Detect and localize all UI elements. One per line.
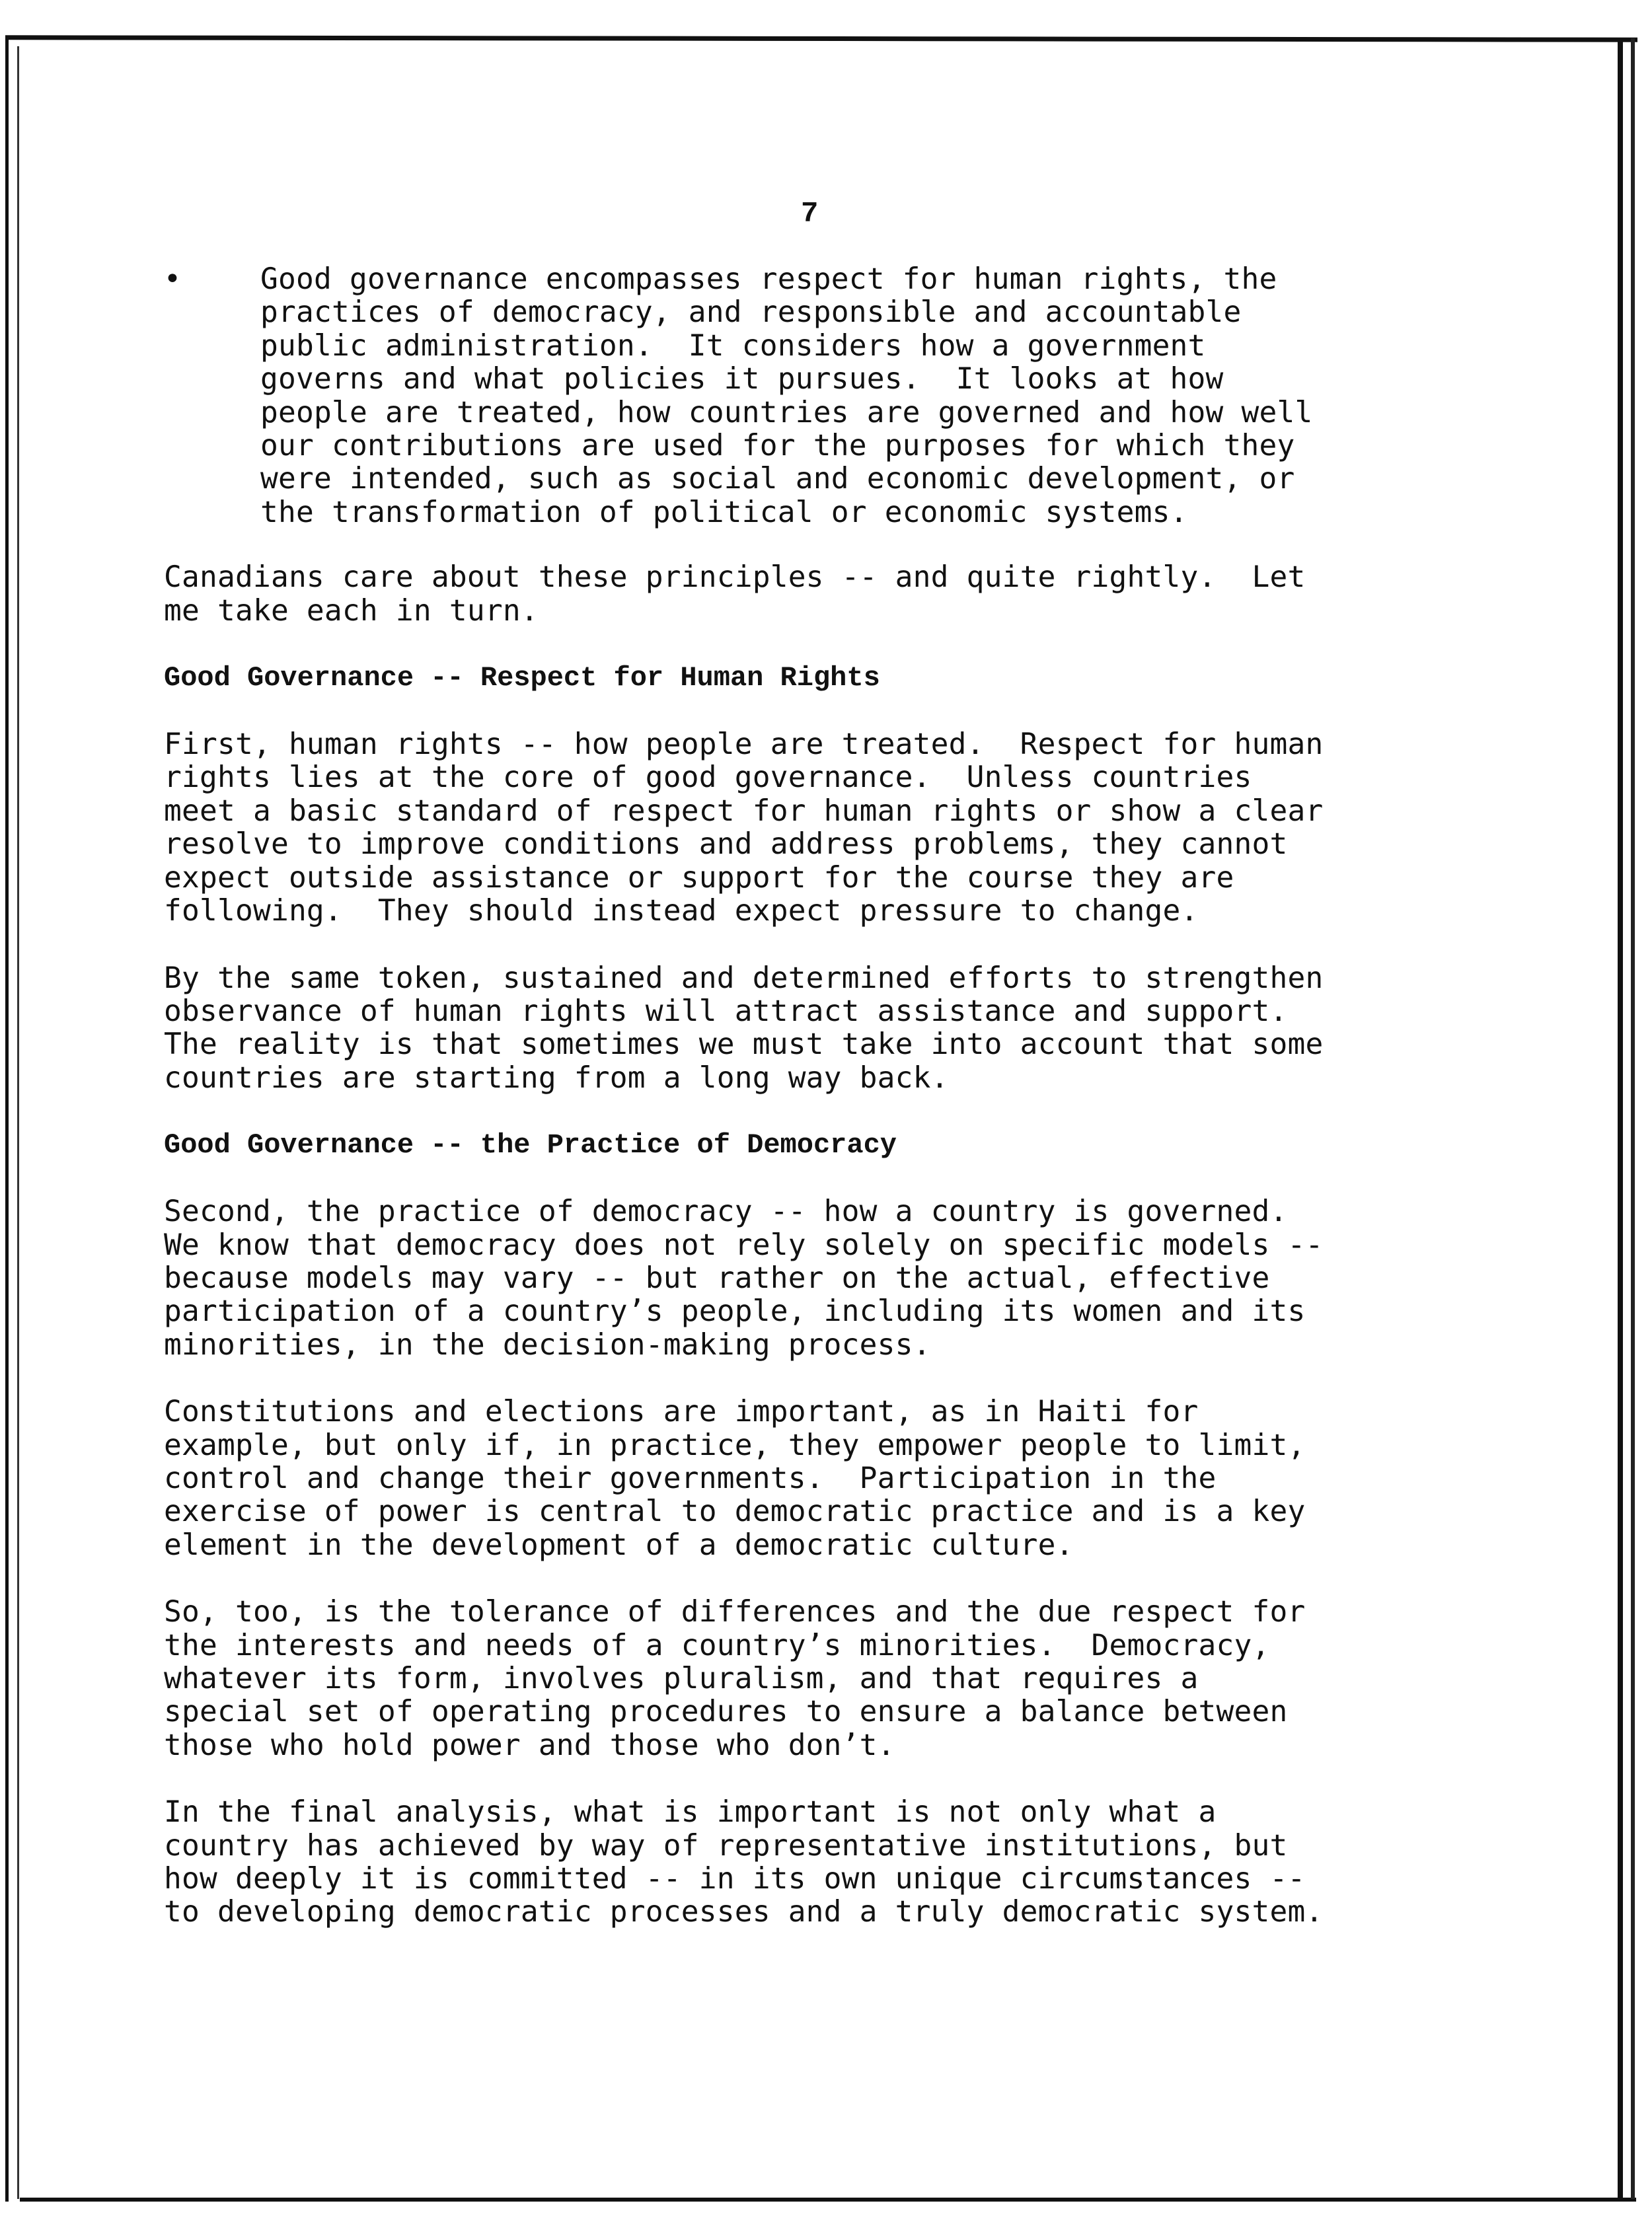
page-border-left-inner [17, 46, 19, 2199]
bullet-item-good-governance [164, 263, 1485, 529]
section-heading-human-rights: Good Governance -- Respect for Human Rights [164, 662, 880, 694]
bullet-text: Good governance encompasses respect for human rights, the practices of democracy, and responsible and accountable public administration. It considers how a government governs and what policies it pursues. It looks at how people are treated, how countries are governed and how well our contributions are used for the purposes for which they were intended, such as social and economic development, or the transformation of political or economic systems. [260, 262, 1313, 529]
paragraph-democracy-4: In the final analysis, what is important is not only what a country has achieved by way of representative institutions, but how deeply it is committed -- in its own unique circumstances -- to developing democratic processes and a truly democratic system. [164, 1795, 1324, 1929]
section-heading-democracy: Good Governance -- the Practice of Democracy [164, 1129, 897, 1162]
paragraph-intro: Canadians care about these principles -- and quite rightly. Let me take each in turn. [164, 560, 1306, 628]
paragraph-democracy-2: Constitutions and elections are important, as in Haiti for example, but only if, in practice, they empower people to limit, control and change their governments. Participation in the exercise of power is central to democratic practice and is a key element in the development of a democratic culture. [164, 1395, 1306, 1562]
page-border-top [5, 35, 1637, 42]
page-border-right [1618, 41, 1623, 2200]
page-border-left [5, 40, 9, 2202]
document-body [164, 263, 1485, 1963]
paragraph-democracy-3: So, too, is the tolerance of differences and the due respect for the interests and needs of a country’s minorities. Democracy, whatever its form, involves pluralism, and that requires a special set of operating procedures to ensure a balance between those who hold power and those who don’t. [164, 1595, 1306, 1762]
bullet-icon: • [164, 262, 181, 296]
paragraph-human-rights-2: By the same token, sustained and determined efforts to strengthen observance of human rights will attract assistance and support. The reality is that sometimes we must take into account that some countries are starting from a long way back. [164, 961, 1324, 1095]
paragraph-democracy-1: Second, the practice of democracy -- how a country is governed. We know that democracy does not rely solely on specific models -- because models may vary -- but rather on the actual, effective participation of a country’s people, including its women and its minorities, in the decision-making process. [164, 1195, 1324, 1362]
page-border-right-outer [1631, 38, 1635, 2199]
page-border-bottom [20, 2198, 1636, 2202]
page-number: 7 [801, 198, 819, 231]
paragraph-human-rights-1: First, human rights -- how people are treated. Respect for human rights lies at the core of good governance. Unless countries meet a basic standard of respect for human rights or show a clear resolve to improve conditions and address problems, they cannot expect outside assistance or support for the course they are following. They should instead expect pressure to change. [164, 727, 1324, 928]
